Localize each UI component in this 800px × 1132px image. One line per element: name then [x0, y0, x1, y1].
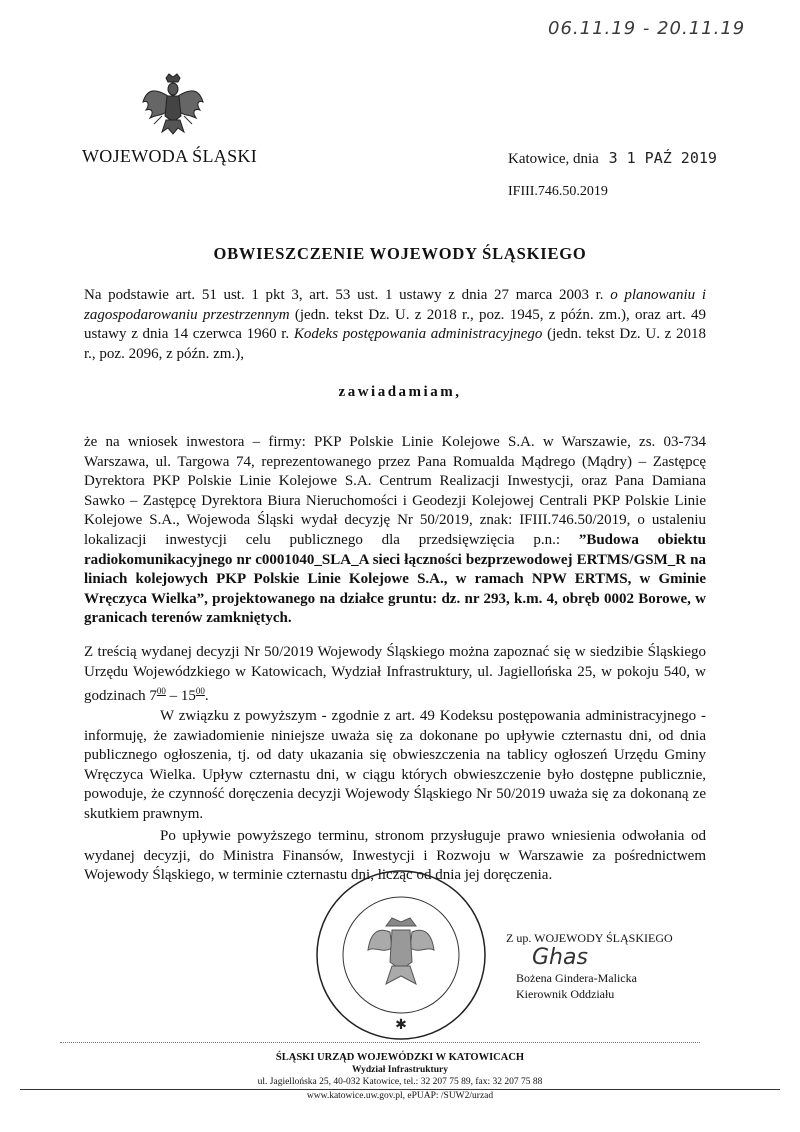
announce-heading: zawiadamiam,: [338, 384, 462, 400]
hour-from-sup: 00: [156, 686, 166, 697]
place-date: [508, 149, 717, 168]
appeal-paragraph: Po upływie powyższego terminu, stronom przysługuje prawo wniesienia odwołania od wydanej decyzji, do Ministra Finansów, Inwestycji i Rozwoju w Warszawie za pośrednictwem Wojewody Śląskiego, w terminie czternastu dni, licząc od dnia jej doręczenia.: [84, 828, 706, 884]
consult-text: Z treścią wydanej decyzji Nr 50/2019 Wojewody Śląskiego można zapoznać się w siedzibie Śląskiego Urzędu Wojewódzkiego w Katowicach, Wydział Infrastruktury, ul. Jagiellońska 25, w pokoju 540, w godzinach 7: [84, 644, 706, 705]
reference-number: IFIII.746.50.2019: [508, 184, 608, 199]
footer-address: ul. Jagiellońska 25, 40-032 Katowice, tel.: 32 207 75 89, fax: 32 207 75 88: [257, 1077, 543, 1087]
project-description: ”Budowa obiektu radiokomunikacyjnego nr c0001040_SLA_A sieci łączności bezprzewodowej ERTMS/GSM_R na liniach kolejowych PKP Polskie Linie Kolejowe S.A., w ramach NPW ERTMS, w Gminie Wręczyca Wielka”, projektowanego na działce gruntu: dz. nr 293, k.m. 4, obręb 0002 Borowe, w granicach terenów zamkniętych.: [84, 531, 706, 627]
consult-end: .: [204, 688, 209, 705]
handwritten-note: 06.11.19 - 20.11.19: [548, 18, 746, 39]
page-title: OBWIESZCZENIE WOJEWODY ŚLĄSKIEGO: [213, 244, 587, 263]
consult-dash: – 15: [165, 688, 196, 705]
signature-block: [506, 930, 706, 1002]
footer: [0, 1052, 800, 1102]
notice-paragraph: W związku z powyższym - zgodnie z art. 49 Kodeksu postępowania administracyjnego - informuję, że zawiadomienie niniejsze uważa się za dokonane po upływie czternastu dni, od dnia publicznego ogłoszenia, tj. od daty ukazania się obwieszczenia na tablicy ogłoszeń Urzędu Gminy Wręczyca Wielka. Upływ czternastu dni, w ciągu których obwieszczenie było dostępne publicznie, powoduje, że czynność doręczenia decyzji Wojewody Śląskiego Nr 50/2019 uważa się za dokonaną ze skutkiem prawnym.: [84, 708, 706, 822]
signature-scribble: Ghas: [532, 945, 588, 970]
footer-office: ŚLĄSKI URZĄD WOJEWÓDZKI W KATOWICACH: [275, 1052, 525, 1063]
svg-text:✱: ✱: [395, 1017, 407, 1033]
on-behalf-label: Z up. WOJEWODY ŚLĄSKIEGO: [506, 931, 673, 945]
footer-web: www.katowice.uw.gov.pl, ePUAP: /SUW2/urzad: [306, 1091, 494, 1101]
legal-basis-part1: Na podstawie art. 51 ust. 1 pkt 3, art. 53 ust. 1 ustawy z dnia 27 marca 2003 r.: [84, 287, 611, 303]
hour-to-sup: 00: [195, 686, 205, 697]
place-date-prefix: Katowice, dnia: [508, 151, 599, 167]
legal-basis-part3: (jedn. tekst Dz. U. z 2018 r., poz. 2096, z późn. zm.),: [84, 326, 706, 362]
legal-basis-paragraph: [84, 286, 706, 364]
legal-basis-act2: Kodeks postępowania administracyjnego: [293, 326, 543, 343]
signatory-name: Bożena Gindera-Malicka: [516, 971, 637, 985]
footer-separator: [60, 1042, 700, 1043]
decision-text: że na wniosek inwestora – firmy: PKP Polskie Linie Kolejowe S.A. w Warszawie, zs. 03-734 Warszawa, ul. Targowa 74, reprezentowanego przez Pana Romualda Mądrego (Mądry) – Zastępcę Dyrektora PKP Polskie Linie Kolejowe S.A. Centrum Realizacji Inwestycji, oraz Pana Damiana Sawko – Zastępcę Dyrektora Biura Nieruchomości i Geodezji Kolejowej Centrali PKP Polskie Linie Kolejowe S.A., Wojewoda Śląski wydał decyzję Nr 50/2019, znak: IFIII.746.50/2019, o ustaleniu lokalizacji inwestycji celu publicznego dla przedsięwzięcia p.n.:: [84, 434, 706, 548]
date-stamp: 3 1 PAŹ 2019: [608, 149, 717, 167]
legal-basis-act1: o planowaniu i zagospodarowaniu przestrzennym: [84, 287, 706, 323]
footer-department: Wydział Infrastruktury: [352, 1065, 448, 1075]
consult-paragraph: [84, 643, 706, 707]
signatory-position: Kierownik Oddziału: [516, 987, 615, 1001]
official-round-seal: [312, 866, 490, 1044]
legal-basis-part2: (jedn. tekst Dz. U. z 2018 r., poz. 1945, z późn. zm.), oraz art. 49 ustawy z dnia 14 czerwca 1960 r.: [84, 306, 706, 343]
authority-name: WOJEWODA ŚLĄSKI: [82, 146, 257, 166]
eagle-emblem-icon: [140, 72, 206, 138]
decision-paragraph: [84, 433, 706, 629]
